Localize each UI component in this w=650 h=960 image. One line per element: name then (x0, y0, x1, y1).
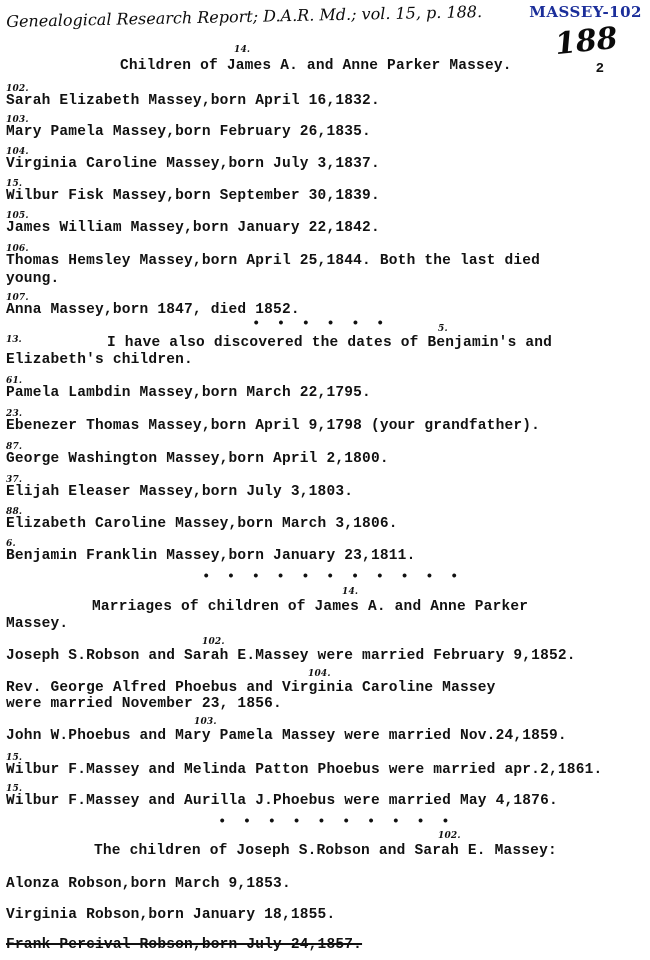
section-title-children: 14. Children of James A. and Anne Parker Massey. (120, 45, 512, 74)
list-item: 104. Rev. George Alfred Phoebus and Virginia Caroline Massey (6, 669, 496, 696)
list-item: 102. Sarah Elizabeth Massey,born April 16,1832. (6, 84, 380, 109)
title-index-annotation: 14. (342, 587, 359, 597)
list-item: 102. Joseph S.Robson and Sarah E.Massey were married February 9,1852. (6, 637, 576, 664)
index-annotation: 104. (308, 669, 331, 679)
index-annotation: 15. (6, 784, 23, 794)
index-annotation: 88. (6, 507, 23, 517)
handwritten-source-note: Genealogical Research Report; D.A.R. Md.; vol. 15, p. 188. (6, 2, 483, 31)
list-item: 103. John W.Phoebus and Mary Pamela Massey were married Nov.24,1859. (6, 717, 567, 744)
page-number: 2 (595, 61, 604, 77)
list-item: 61. Pamela Lambdin Massey,born March 22,1795. (6, 376, 371, 401)
separator: • • • • • • (252, 316, 389, 332)
index-annotation: 15. (6, 179, 23, 189)
list-item: 106. Thomas Hemsley Massey,born April 25,1844. Both the last died (6, 244, 541, 269)
list-item-continuation: were married November 23, 1856. (6, 696, 282, 712)
index-annotation: 6. (6, 539, 16, 549)
index-annotation: 87. (6, 442, 23, 452)
index-annotation: 5. (438, 324, 448, 334)
index-annotation: 37. (6, 475, 23, 485)
separator: • • • • • • • • • • • (202, 569, 463, 585)
paragraph-line: 5. I have also discovered the dates of Benjamin's and (107, 324, 553, 351)
list-item: 105. James William Massey,born January 22,1842. (6, 211, 380, 236)
index-annotation: 107. (6, 293, 29, 303)
list-item: 103. Mary Pamela Massey,born February 26,1835. (6, 115, 371, 140)
separator: • • • • • • • • • • (218, 814, 454, 830)
title-index-annotation: 14. (234, 45, 251, 55)
list-item: 87. George Washington Massey,born April 2,1800. (6, 442, 389, 467)
list-item: 15. Wilbur Fisk Massey,born September 30,1839. (6, 179, 380, 204)
list-item: Frank Percival Robson,born July 24,1857. (6, 937, 363, 953)
list-item: 15. Wilbur F.Massey and Melinda Patton Phoebus were married apr.2,1861. (6, 753, 603, 778)
section-title-marriages-continuation: Massey. (6, 616, 69, 632)
index-annotation: 105. (6, 211, 29, 221)
handwritten-reference-code: MASSEY-102 (529, 3, 642, 21)
title-index-annotation: 102. (438, 831, 461, 841)
index-annotation: 102. (6, 84, 29, 94)
index-annotation: 23. (6, 409, 23, 419)
index-annotation: 103. (6, 115, 29, 125)
list-item: 104. Virginia Caroline Massey,born July 3,1837. (6, 147, 380, 172)
list-item-continuation: young. (6, 271, 60, 287)
list-item: 6. Benjamin Franklin Massey,born January 23,1811. (6, 539, 416, 564)
list-item: 15. Wilbur F.Massey and Aurilla J.Phoebus were married May 4,1876. (6, 784, 558, 809)
index-annotation: 61. (6, 376, 23, 386)
section-title-marriages: 14. Marriages of children of James A. and Anne Parker (92, 587, 529, 615)
paragraph-line: Elizabeth's children. (6, 352, 193, 368)
index-annotation: 103. (194, 717, 217, 727)
section-title-robson-children: 102. The children of Joseph S.Robson and Sarah E. Massey: (94, 831, 557, 859)
list-item: 107. Anna Massey,born 1847, died 1852. (6, 293, 300, 318)
list-item: 37. Elijah Eleaser Massey,born July 3,1803. (6, 475, 354, 500)
handwritten-page-stamp: 188 (553, 20, 620, 63)
index-annotation: 13. (6, 335, 22, 345)
index-annotation: 104. (6, 147, 29, 157)
index-annotation: 102. (202, 637, 225, 647)
index-annotation: 106. (6, 244, 29, 254)
list-item: Alonza Robson,born March 9,1853. (6, 876, 291, 892)
list-item: Virginia Robson,born January 18,1855. (6, 907, 336, 923)
index-annotation: 15. (6, 753, 23, 763)
list-item: 23. Ebenezer Thomas Massey,born April 9,1798 (your grandfather). (6, 409, 541, 434)
list-item: 88. Elizabeth Caroline Massey,born March 3,1806. (6, 507, 398, 532)
